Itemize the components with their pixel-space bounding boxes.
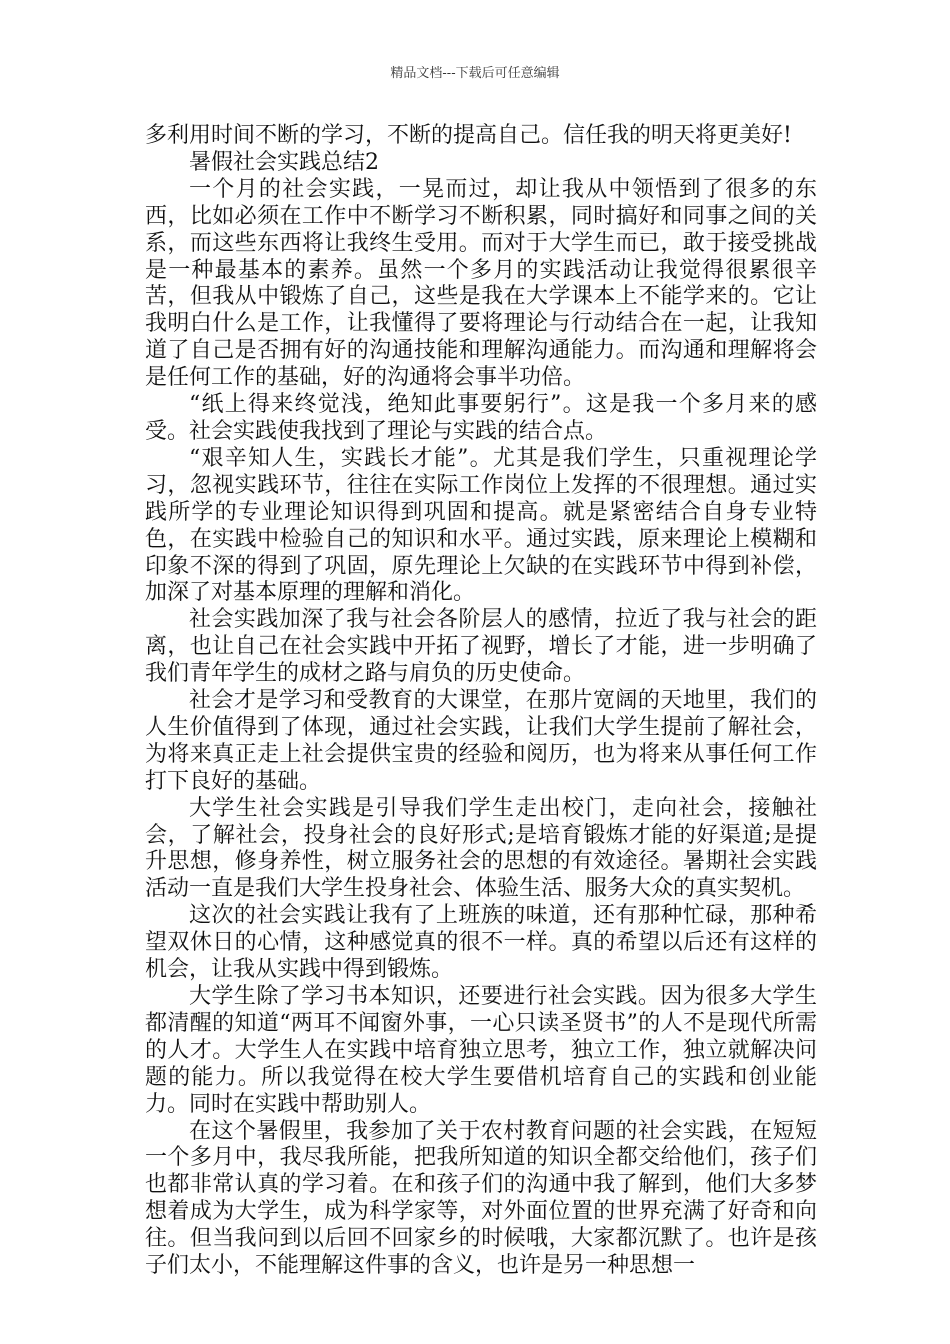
paragraph: 社会实践加深了我与社会各阶层人的感情，拉近了我与社会的距离，也让自己在社会实践中开拓了视野，增长了才能，进一步明确了我们青年学生的成材之路与肩负的历史使命。: [145, 607, 817, 687]
paragraph: 一个月的社会实践，一晃而过，却让我从中领悟到了很多的东西，比如必须在工作中不断学习不断积累，同时搞好和同事之间的关系，而这些东西将让我终生受用。而对于大学生而已，敢于接受挑战是一种最基本的素养。虽然一个多月的实践活动让我觉得很累很辛苦，但我从中锻炼了自己，这些是我在大学课本上不能学来的。它让我明白什么是工作，让我懂得了要将理论与行动结合在一起，让我知道了自己是否拥有好的沟通技能和理解沟通能力。而沟通和理解将会是任何工作的基础，好的沟通将会事半功倍。: [145, 176, 817, 391]
paragraph: 这次的社会实践让我有了上班族的味道，还有那种忙碌，那种希望双休日的心情，这种感觉真的很不一样。真的希望以后还有这样的机会，让我从实践中得到锻炼。: [145, 903, 817, 983]
paragraph-continuation: 多利用时间不断的学习，不断的提高自己。信任我的明天将更美好!: [145, 123, 792, 148]
paragraph: 社会才是学习和受教育的大课堂，在那片宽阔的天地里，我们的人生价值得到了体现，通过社会实践，让我们大学生提前了解社会，为将来真正走上社会提供宝贵的经验和阅历，也为将来从事任何工作打下良好的基础。: [145, 688, 817, 794]
paragraph: 在这个暑假里，我参加了关于农村教育问题的社会实践，在短短一个多月中，我尽我所能，把我所知道的知识全都交给他们，孩子们也都非常认真的学习着。在和孩子们的沟通中我了解到，他们大多梦想着成为大学生，成为科学家等，对外面位置的世界充满了好奇和向往。但当我问到以后回不回家乡的时候哦，大家都沉默了。也许是孩子们太小，不能理解这件事的含义，也许是另一种思想一: [145, 1118, 817, 1279]
paragraph: 大学生社会实践是引导我们学生走出校门，走向社会，接触社会，了解社会，投身社会的良好形式;是培育锻炼才能的好渠道;是提升思想，修身养性，树立服务社会的思想的有效途径。暑期社会实践活动一直是我们大学生投身社会、体验生活、服务大众的真实契机。: [145, 795, 817, 902]
paragraph: “纸上得来终觉浅，绝知此事要躬行”。这是我一个多月来的感受。社会实践使我找到了理论与实践的结合点。: [145, 392, 817, 444]
section-title: 暑假社会实践总结2: [189, 149, 379, 175]
paragraph: “艰辛知人生，实践长才能”。尤其是我们学生，只重视理论学习，忽视实践环节，往往在实际工作岗位上发挥的不很理想。通过实践所学的专业理论知识得到巩固和提高。就是紧密结合自身专业特色，在实践中检验自己的知识和水平。通过实践，原来理论上模糊和印象不深的得到了巩固，原先理论上欠缺的在实践环节中得到补偿，加深了对基本原理的理解和消化。: [145, 445, 817, 606]
page-header: 精品文档---下载后可任意编辑: [390, 66, 560, 81]
document-body: [145, 123, 817, 1280]
paragraph: 大学生除了学习书本知识，还要进行社会实践。因为很多大学生都清醒的知道“两耳不闻窗外事，一心只读圣贤书”的人不是现代所需的人才。大学生人在实践中培育独立思考，独立工作，独立就解决问题的能力。所以我觉得在校大学生要借机培育自己的实践和创业能力。同时在实践中帮助别人。: [145, 984, 817, 1117]
